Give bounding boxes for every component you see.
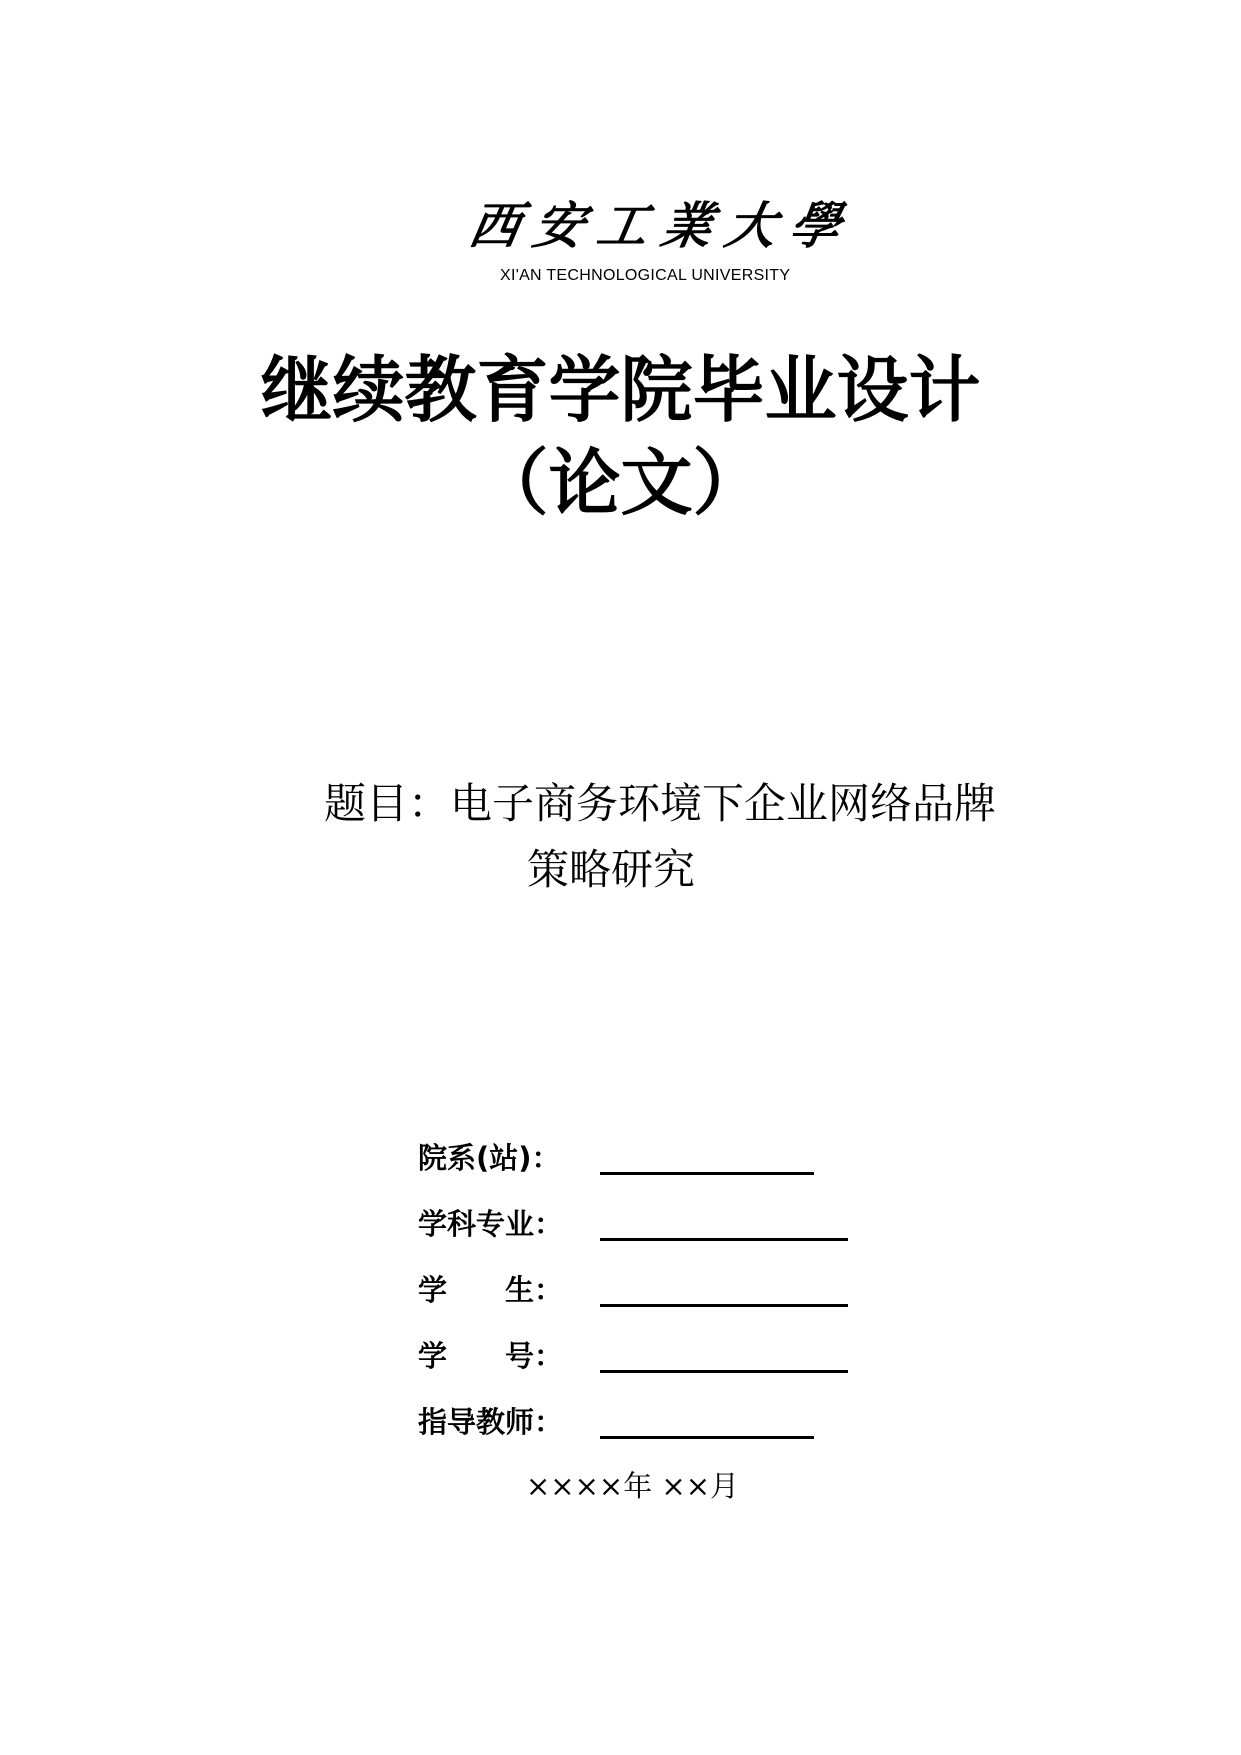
thesis-topic-line-1: 题目：电子商务环境下企业网络品牌 (324, 779, 997, 828)
field-student-label: 学 生： (418, 1273, 564, 1307)
field-major-label: 学科专业： (418, 1207, 564, 1241)
field-student-id-line[interactable] (600, 1370, 848, 1373)
field-major (418, 1204, 858, 1248)
document-subtitle: （论文） (476, 441, 765, 525)
university-logo-english: XI'AN TECHNOLOGICAL UNIVERSITY (500, 267, 791, 284)
field-student-id (418, 1336, 858, 1380)
field-advisor (418, 1402, 818, 1446)
field-department (418, 1138, 818, 1182)
field-department-line[interactable] (600, 1172, 814, 1175)
university-logo-chinese: 西安工業大學 (464, 196, 860, 255)
document-title: 继续教育学院毕业设计 (260, 348, 981, 432)
submission-date: ××××年 ××月 (526, 1469, 740, 1503)
field-student (418, 1270, 858, 1314)
field-advisor-label: 指导教师： (418, 1405, 564, 1439)
field-student-id-label: 学 号： (418, 1339, 564, 1373)
thesis-topic-line-2: 策略研究 (527, 845, 696, 894)
field-advisor-line[interactable] (600, 1436, 814, 1439)
field-department-label: 院系(站)： (418, 1141, 561, 1175)
field-major-line[interactable] (600, 1238, 848, 1241)
field-student-line[interactable] (600, 1304, 848, 1307)
